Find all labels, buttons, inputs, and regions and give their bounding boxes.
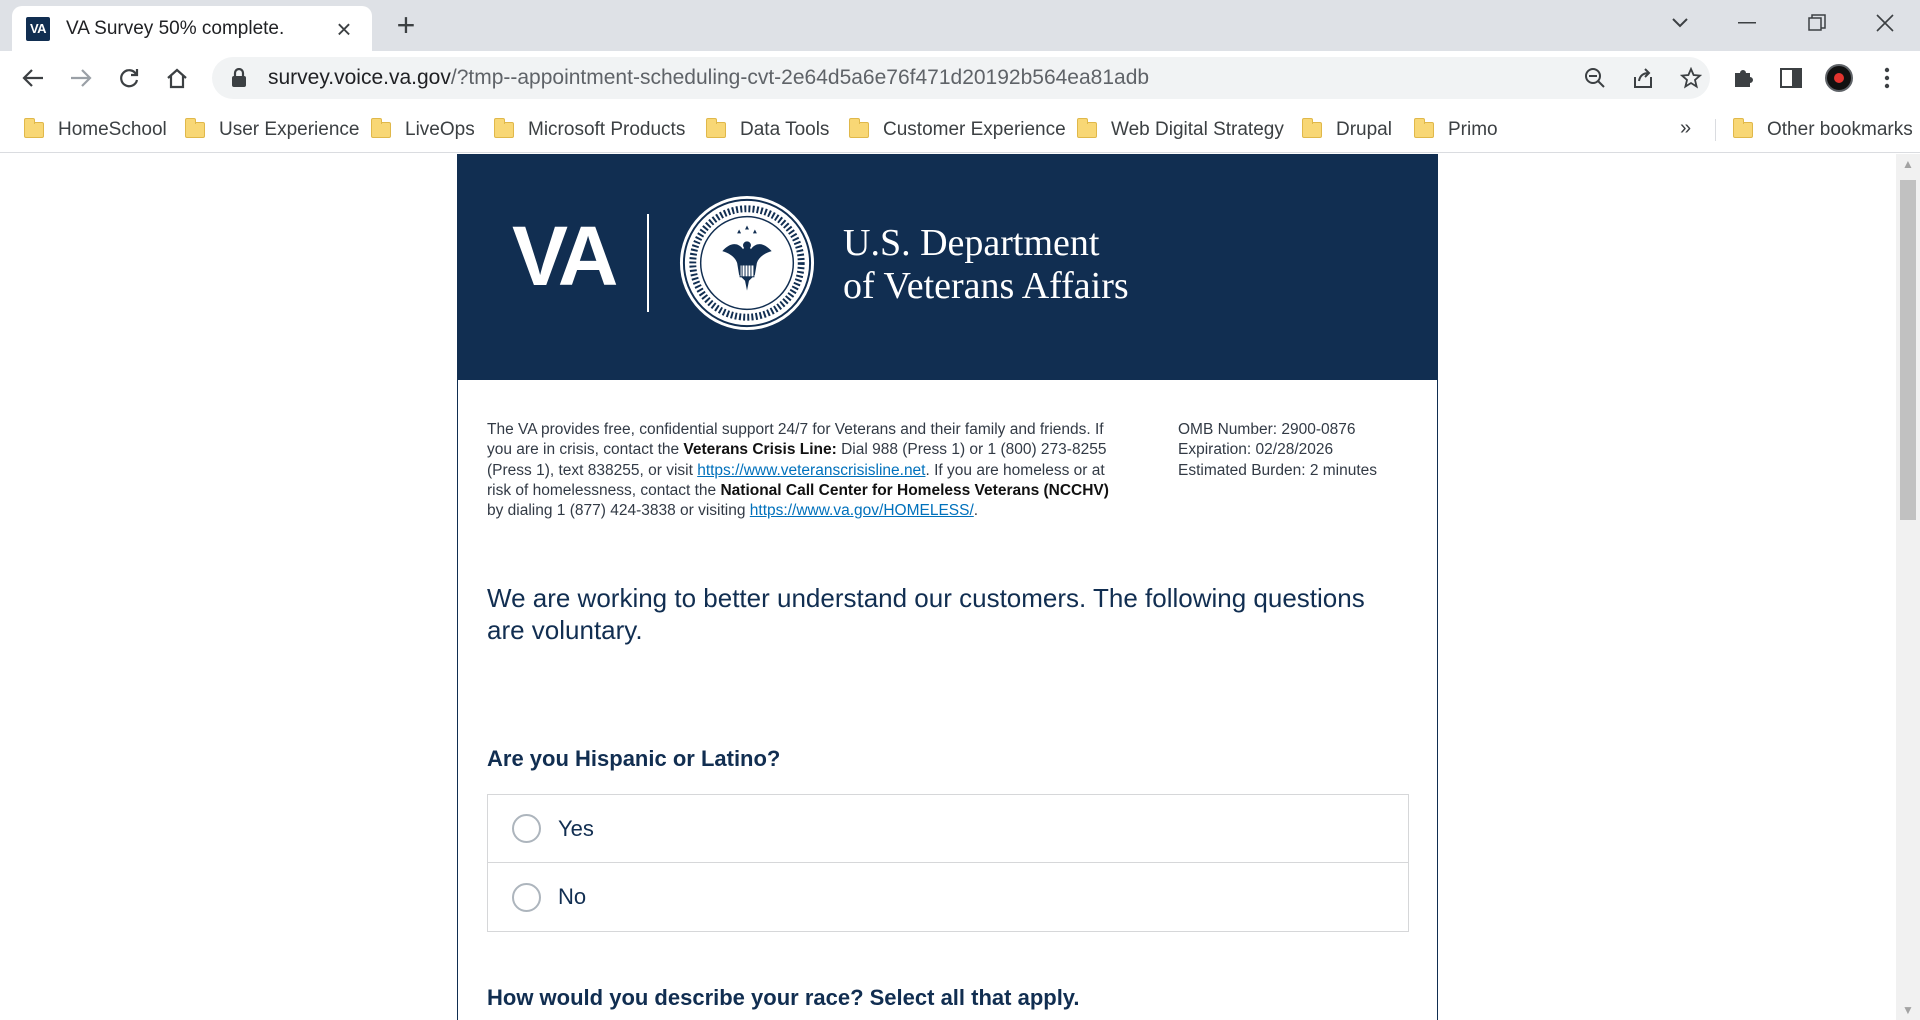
reload-icon[interactable] xyxy=(110,59,148,97)
profile-avatar-icon xyxy=(1825,64,1853,92)
extensions-puzzle-icon[interactable] xyxy=(1724,59,1762,97)
radio-no[interactable] xyxy=(512,883,541,912)
survey-container xyxy=(457,154,1438,1020)
omb-number: OMB Number: 2900-0876 xyxy=(1178,421,1356,438)
folder-icon xyxy=(706,122,726,138)
bookmark-label: Web Digital Strategy xyxy=(1111,119,1284,140)
question-race-title: How would you describe your race? Select all that apply. xyxy=(487,985,1080,1010)
department-name-line2: of Veterans Affairs xyxy=(843,265,1129,307)
crisis-notice xyxy=(487,420,1127,521)
address-bar[interactable] xyxy=(212,57,1710,99)
folder-icon xyxy=(849,122,869,138)
bookmark-web-digital-strategy[interactable] xyxy=(1077,115,1284,145)
bookmark-user-experience[interactable] xyxy=(185,115,359,145)
side-panel-icon[interactable] xyxy=(1772,59,1810,97)
crisis-text: The VA provides free, confidential support 24/7 for Veterans and their family and friends. If you are in crisis, contact the xyxy=(487,421,1104,459)
scroll-down-arrow-icon[interactable]: ▼ xyxy=(1902,1003,1914,1017)
va-header-banner xyxy=(458,154,1437,380)
restore-icon[interactable] xyxy=(1787,0,1847,45)
bookmark-liveops[interactable] xyxy=(371,115,475,145)
menu-kebab-icon[interactable] xyxy=(1868,59,1906,97)
crisis-text: . If you are homeless or at risk of homelessness, contact the xyxy=(487,461,1105,499)
option-label: Yes xyxy=(558,815,594,841)
logo-divider xyxy=(647,214,649,312)
url-host: survey.voice.va.gov xyxy=(268,66,451,89)
crisis-text: . xyxy=(973,502,979,520)
bookmark-data-tools[interactable] xyxy=(706,115,829,145)
bookmark-microsoft-products[interactable] xyxy=(494,115,685,145)
bookmarks-overflow-icon[interactable]: » xyxy=(1680,117,1692,139)
home-icon[interactable] xyxy=(158,59,196,97)
folder-icon xyxy=(494,122,514,138)
question-hispanic-title: Are you Hispanic or Latino? xyxy=(487,746,781,771)
browser-toolbar xyxy=(0,51,1920,105)
tab-bar xyxy=(0,0,1920,51)
folder-icon xyxy=(24,122,44,138)
page-viewport xyxy=(0,154,1920,1020)
bookmark-label: Drupal xyxy=(1336,119,1392,140)
bookmark-label: Microsoft Products xyxy=(528,119,686,140)
bookmark-label: Primo xyxy=(1448,119,1498,140)
share-icon[interactable] xyxy=(1626,61,1660,95)
radio-yes[interactable] xyxy=(512,814,541,843)
va-seal-icon xyxy=(678,194,816,332)
bookmark-other-bookmarks[interactable] xyxy=(1733,115,1913,145)
crisis-line-label: Veterans Crisis Line: xyxy=(683,441,837,459)
bookmark-primo[interactable] xyxy=(1414,115,1498,145)
option-yes[interactable] xyxy=(488,795,1408,863)
browser-tab-active[interactable] xyxy=(12,6,372,51)
veterans-crisis-line-link[interactable]: https://www.veteranscrisisline.net xyxy=(697,461,926,479)
zoom-out-icon[interactable] xyxy=(1578,61,1612,95)
back-arrow-icon[interactable] xyxy=(14,59,52,97)
bookmark-customer-experience[interactable] xyxy=(849,115,1066,145)
folder-icon xyxy=(1733,122,1753,138)
bookmark-homeschool[interactable] xyxy=(24,115,167,145)
minimize-icon[interactable] xyxy=(1717,0,1777,45)
url-text[interactable] xyxy=(268,66,1149,90)
forward-arrow-icon[interactable] xyxy=(62,59,100,97)
new-tab-icon[interactable]: + xyxy=(396,7,416,43)
bookmark-drupal[interactable] xyxy=(1302,115,1392,145)
va-homeless-link[interactable]: https://www.va.gov/HOMELESS/ xyxy=(749,502,974,520)
folder-icon xyxy=(1077,122,1097,138)
va-favicon-icon: VA xyxy=(26,17,50,41)
scrollbar-thumb[interactable] xyxy=(1900,180,1916,520)
va-logo: VA xyxy=(512,209,615,303)
ncchv-label: National Call Center for Homeless Veterans (NCCHV) xyxy=(720,481,1109,499)
question-hispanic-options xyxy=(487,794,1409,932)
page-scrollbar[interactable] xyxy=(1896,154,1920,1020)
bookmarks-bar xyxy=(0,105,1920,153)
close-window-icon[interactable] xyxy=(1855,0,1915,45)
scroll-up-arrow-icon[interactable]: ▲ xyxy=(1902,157,1914,171)
bookmark-label: Data Tools xyxy=(740,119,830,140)
lock-icon[interactable] xyxy=(228,67,250,89)
folder-icon xyxy=(1414,122,1434,138)
tab-search-chevron-icon[interactable] xyxy=(1650,0,1710,45)
department-name-line1: U.S. Department xyxy=(843,222,1100,264)
option-label: No xyxy=(558,884,587,909)
crisis-text: Dial 988 (Press 1) or 1 (800) 273-8255 (Press 1), text 838255, or visit xyxy=(487,441,1107,479)
profile-avatar[interactable] xyxy=(1820,59,1858,97)
close-tab-icon[interactable]: × xyxy=(336,13,352,44)
bookmark-label: User Experience xyxy=(219,119,360,140)
bookmark-label: HomeSchool xyxy=(58,119,167,140)
bookmark-star-icon[interactable] xyxy=(1674,61,1708,95)
folder-icon xyxy=(185,122,205,138)
crisis-text: by dialing 1 (877) 424-3838 or visiting xyxy=(487,502,750,520)
department-name xyxy=(843,222,1129,308)
bookmark-label: Customer Experience xyxy=(883,119,1066,140)
omb-burden: Estimated Burden: 2 minutes xyxy=(1178,461,1378,479)
folder-icon xyxy=(371,122,391,138)
tab-title: VA Survey 50% complete. xyxy=(66,17,285,39)
omb-expiration: Expiration: 02/28/2026 xyxy=(1178,441,1334,459)
bookmarks-separator xyxy=(1715,119,1716,141)
survey-intro: We are working to better understand our customers. The following questions are voluntary. xyxy=(487,583,1365,645)
folder-icon xyxy=(1302,122,1322,138)
option-no[interactable] xyxy=(488,863,1408,931)
bookmark-label: LiveOps xyxy=(405,119,475,140)
omb-info xyxy=(1178,420,1418,481)
bookmark-label: Other bookmarks xyxy=(1767,119,1913,140)
url-path: /?tmp--appointment-scheduling-cvt-2e64d5a6e76f471d20192b564ea81adb xyxy=(450,66,1150,89)
